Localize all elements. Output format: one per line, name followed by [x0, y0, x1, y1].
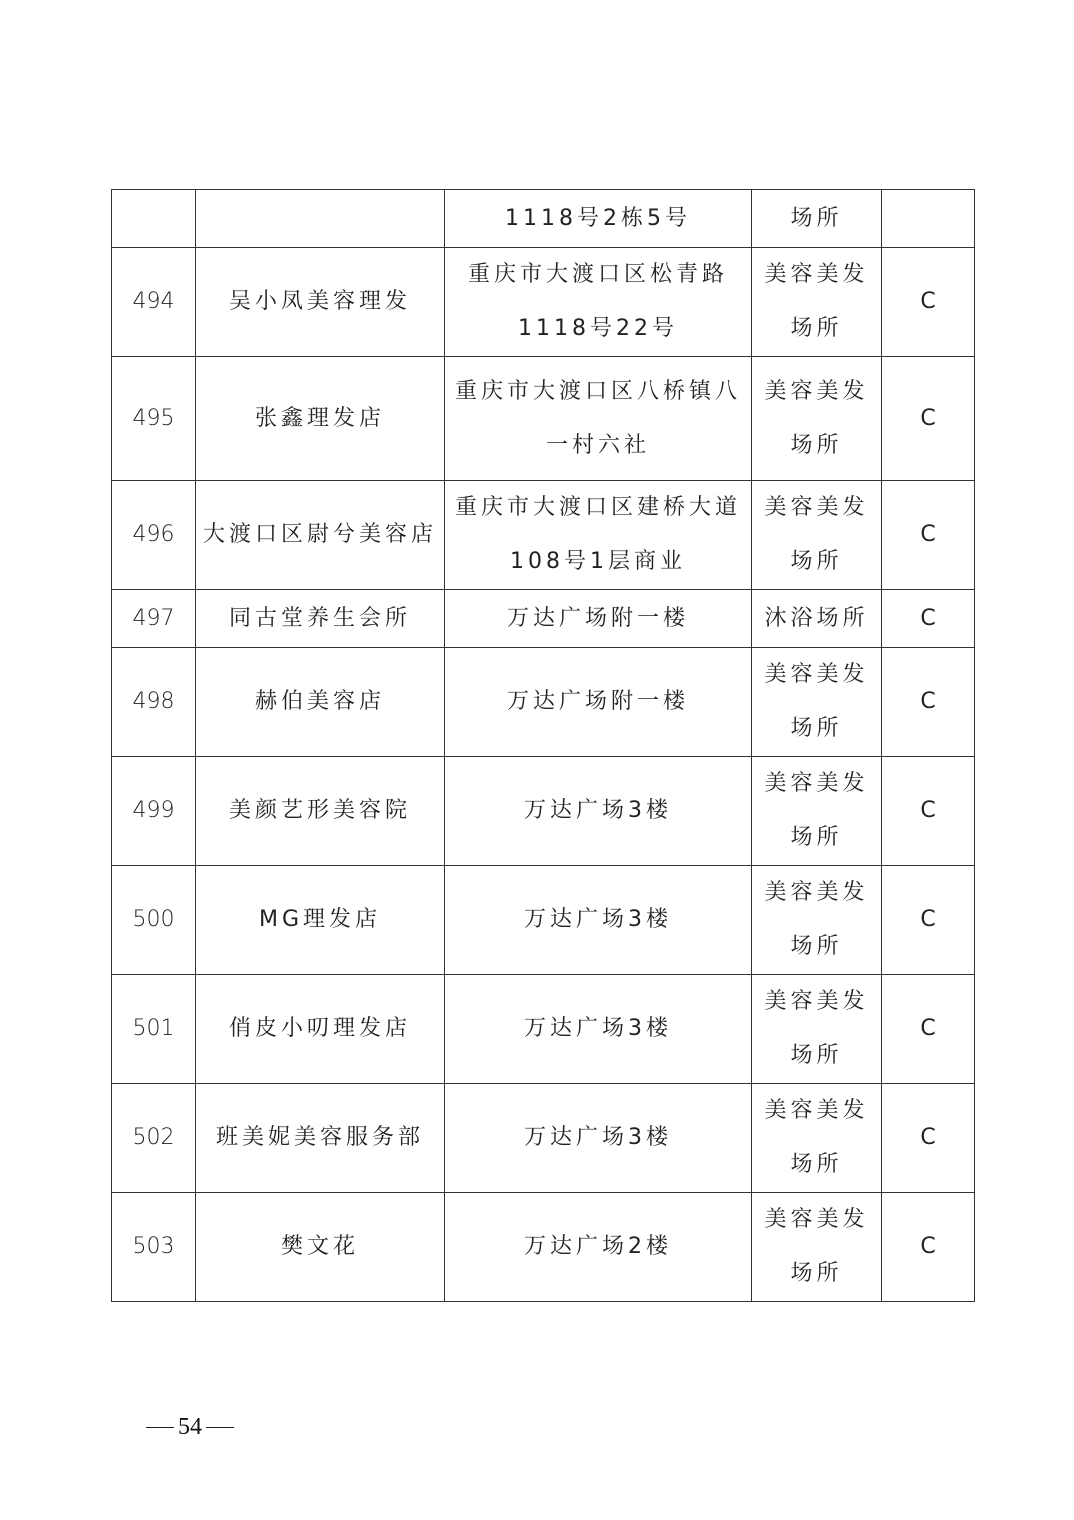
- cell-address: [445, 481, 752, 590]
- cell-grade: [882, 190, 975, 248]
- footer-dash-left: [146, 1427, 174, 1428]
- cell-type-line: 场所: [790, 549, 843, 574]
- cell-type-line: 美容美发: [764, 378, 869, 404]
- cell-name: 张鑫理发店: [196, 357, 445, 481]
- cell-address-line: 万达广场附一楼: [506, 689, 689, 714]
- table-row: [112, 357, 975, 481]
- table-row: [112, 590, 975, 648]
- cell-name: 樊文花: [196, 1193, 445, 1302]
- cell-address-line: 万达广场3楼: [524, 907, 672, 932]
- cell-type: [752, 248, 882, 357]
- cell-type: [752, 481, 882, 590]
- cell-type: [752, 1193, 882, 1302]
- cell-address-line: 万达广场3楼: [524, 1016, 672, 1041]
- cell-type-line: 场所: [790, 934, 843, 959]
- table-row: [112, 190, 975, 248]
- cell-type-line: 场所: [790, 1152, 843, 1177]
- cell-number: 497: [112, 590, 196, 648]
- table-row: [112, 1084, 975, 1193]
- establishment-table: [111, 189, 975, 1302]
- cell-address: [445, 248, 752, 357]
- cell-number: 499: [112, 757, 196, 866]
- cell-grade: C: [882, 590, 975, 648]
- footer-dash-right: [206, 1427, 234, 1428]
- cell-type: [752, 190, 882, 248]
- cell-type: [752, 648, 882, 757]
- cell-number: 501: [112, 975, 196, 1084]
- cell-type-line: 美容美发: [764, 880, 869, 905]
- cell-address-line: 1118号22号: [518, 316, 678, 341]
- cell-type-line: 场所: [790, 825, 843, 850]
- cell-address: [445, 648, 752, 757]
- cell-address-line: 1118号2栋5号: [505, 205, 691, 231]
- cell-name: [196, 190, 445, 248]
- cell-grade: C: [882, 757, 975, 866]
- cell-number: [112, 190, 196, 248]
- cell-address: [445, 590, 752, 648]
- cell-address-line: 万达广场3楼: [524, 1125, 672, 1150]
- cell-address: [445, 975, 752, 1084]
- cell-grade: C: [882, 248, 975, 357]
- cell-address-line: 一村六社: [545, 432, 650, 458]
- cell-number: 503: [112, 1193, 196, 1302]
- cell-type: [752, 590, 882, 648]
- table-row: [112, 481, 975, 590]
- table-row: [112, 648, 975, 757]
- cell-grade: C: [882, 357, 975, 481]
- cell-grade: C: [882, 866, 975, 975]
- cell-type-line: 美容美发: [764, 662, 869, 687]
- cell-number: 498: [112, 648, 196, 757]
- cell-grade: C: [882, 975, 975, 1084]
- cell-type-line: 场所: [790, 205, 843, 231]
- table-row: [112, 1193, 975, 1302]
- cell-type-line: 美容美发: [764, 1098, 869, 1123]
- cell-name: 吴小凤美容理发: [196, 248, 445, 357]
- cell-type-line: 场所: [790, 432, 843, 458]
- cell-type: [752, 866, 882, 975]
- cell-address-line: 重庆市大渡口区建桥大道: [454, 495, 741, 520]
- cell-grade: C: [882, 648, 975, 757]
- cell-address: [445, 757, 752, 866]
- cell-type-line: 美容美发: [764, 262, 869, 287]
- cell-type: [752, 757, 882, 866]
- cell-name: 赫伯美容店: [196, 648, 445, 757]
- cell-type-line: 沐浴场所: [764, 605, 869, 631]
- cell-type-line: 美容美发: [764, 989, 869, 1014]
- table-body: [112, 190, 975, 1302]
- cell-type-line: 场所: [790, 716, 843, 741]
- cell-type-line: 美容美发: [764, 771, 869, 796]
- cell-address-line: 万达广场附一楼: [506, 605, 689, 631]
- page-number: 54: [178, 1413, 202, 1440]
- cell-type: [752, 975, 882, 1084]
- cell-number: 502: [112, 1084, 196, 1193]
- cell-grade: C: [882, 1193, 975, 1302]
- table-row: [112, 866, 975, 975]
- cell-type-line: 美容美发: [764, 495, 869, 520]
- cell-type-line: 场所: [790, 316, 843, 341]
- cell-name: 同古堂养生会所: [196, 590, 445, 648]
- cell-name: 大渡口区尉兮美容店: [196, 481, 445, 590]
- cell-address: [445, 357, 752, 481]
- cell-address-line: 重庆市大渡口区松青路: [467, 262, 728, 287]
- cell-type-line: 场所: [790, 1043, 843, 1068]
- cell-address-line: 万达广场3楼: [524, 798, 672, 823]
- table-row: [112, 757, 975, 866]
- cell-address: [445, 866, 752, 975]
- cell-type-line: 美容美发: [764, 1207, 869, 1232]
- page-footer: [142, 1410, 238, 1444]
- cell-type-line: 场所: [790, 1261, 843, 1286]
- cell-address: [445, 1193, 752, 1302]
- cell-address: [445, 1084, 752, 1193]
- cell-name: 美颜艺形美容院: [196, 757, 445, 866]
- cell-address: [445, 190, 752, 248]
- cell-number: 494: [112, 248, 196, 357]
- cell-type: [752, 1084, 882, 1193]
- table-row: [112, 975, 975, 1084]
- cell-number: 500: [112, 866, 196, 975]
- cell-name: 班美妮美容服务部: [196, 1084, 445, 1193]
- cell-address-line: 万达广场2楼: [524, 1234, 672, 1259]
- cell-address-line: 重庆市大渡口区八桥镇八: [454, 378, 741, 404]
- cell-address-line: 108号1层商业: [510, 549, 686, 574]
- cell-type: [752, 357, 882, 481]
- cell-name: 俏皮小叨理发店: [196, 975, 445, 1084]
- cell-number: 495: [112, 357, 196, 481]
- cell-name: MG理发店: [196, 866, 445, 975]
- cell-grade: C: [882, 1084, 975, 1193]
- table-row: [112, 248, 975, 357]
- cell-grade: C: [882, 481, 975, 590]
- cell-number: 496: [112, 481, 196, 590]
